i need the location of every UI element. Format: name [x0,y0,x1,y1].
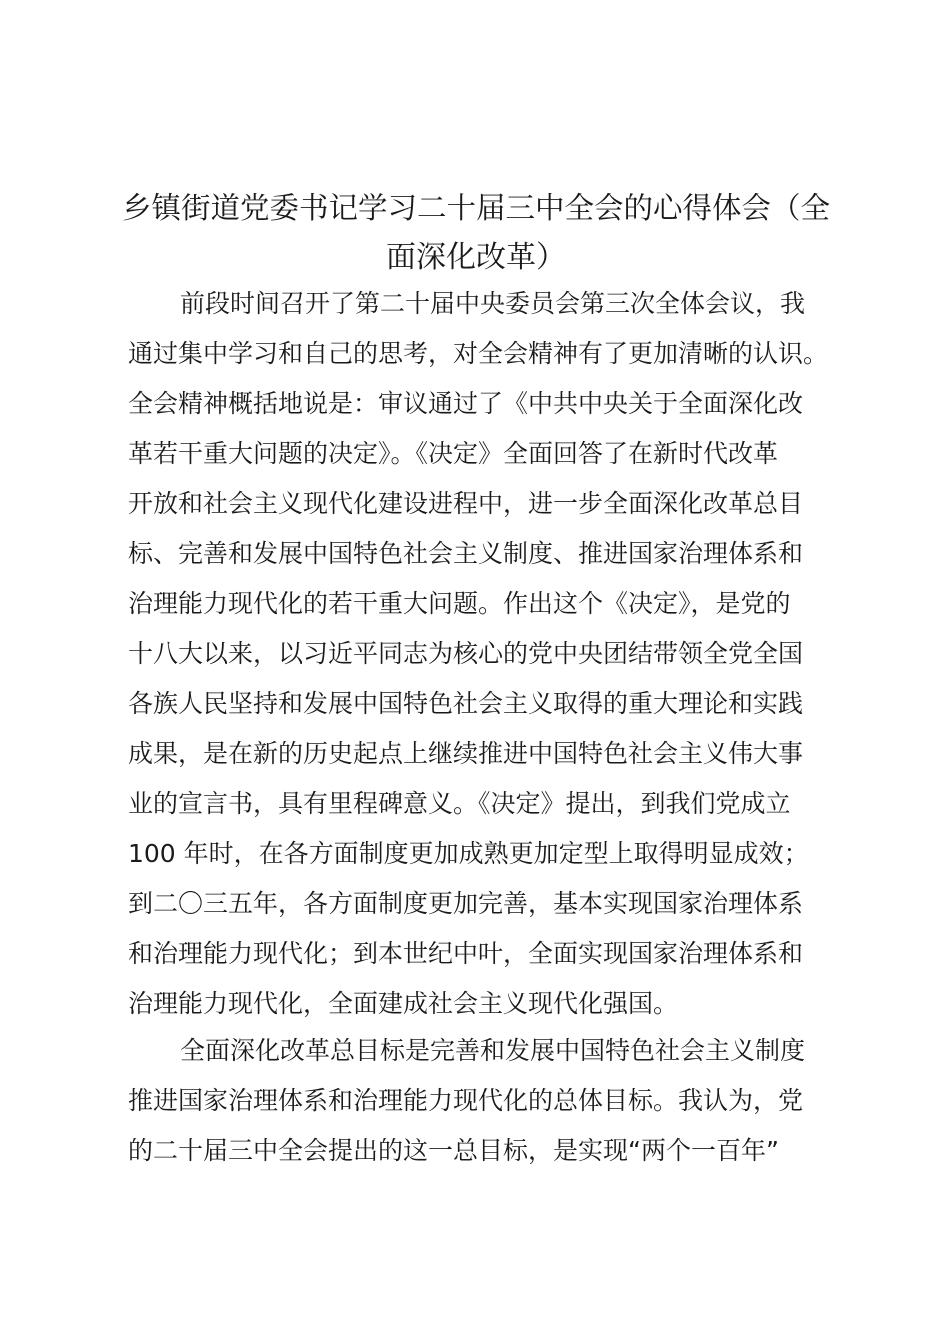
paragraph-1 [128,279,833,1029]
text-line: 的二十届三中全会提出的这一总目标，是实现“两个一百年” [128,1136,779,1165]
text-line: 十八大以来，以习近平同志为核心的党中央团结带领全党全国 [128,639,804,668]
text-line: 治理能力现代化，全面建成社会主义现代化强国。 [128,989,679,1018]
title-line-2: 面深化改革） [386,240,566,275]
title-line-1: 乡镇街道党委书记学习二十届三中全会的心得体会（全 [121,191,830,225]
paragraph-2 [128,1026,833,1176]
text-line: 到二〇三五年，各方面制度更加完善，基本实现国家治理体系 [128,889,804,918]
text-line: 各族人民坚持和发展中国特色社会主义取得的重大理论和实践 [128,689,804,718]
text-line: 成果，是在新的历史起点上继续推进中国特色社会主义伟大事 [128,739,804,768]
text-line: 治理能力现代化的若干重大问题。作出这个《决定》，是党的 [128,589,791,618]
text-line: 通过集中学习和自己的思考，对全会精神有了更加清晰的认识。 [128,339,829,368]
text-line: 全会精神概括地说是：审议通过了《中共中央关于全面深化改 [128,389,804,418]
text-line: 标、完善和发展中国特色社会主义制度、推进国家治理体系和 [128,539,804,568]
text-line: 革若干重大问题的决定》。《决定》全面回答了在新时代改革 [128,439,779,468]
document-title [120,183,832,283]
text-line: 全面深化改革总目标是完善和发展中国特色社会主义制度 [180,1036,806,1065]
text-line: 开放和社会主义现代化建设进程中，进一步全面深化改革总目 [128,489,804,518]
text-line: 业的宣言书，具有里程碑意义。《决定》提出，到我们党成立 [128,789,791,818]
text-line: 前段时间召开了第二十届中央委员会第三次全体会议，我 [180,289,806,318]
text-line: 推进国家治理体系和治理能力现代化的总体目标。我认为，党 [128,1086,804,1115]
text-line: 100 年时，在各方面制度更加成熟更加定型上取得明显成效； [128,839,809,868]
text-line: 和治理能力现代化；到本世纪中叶，全面实现国家治理体系和 [128,939,804,968]
